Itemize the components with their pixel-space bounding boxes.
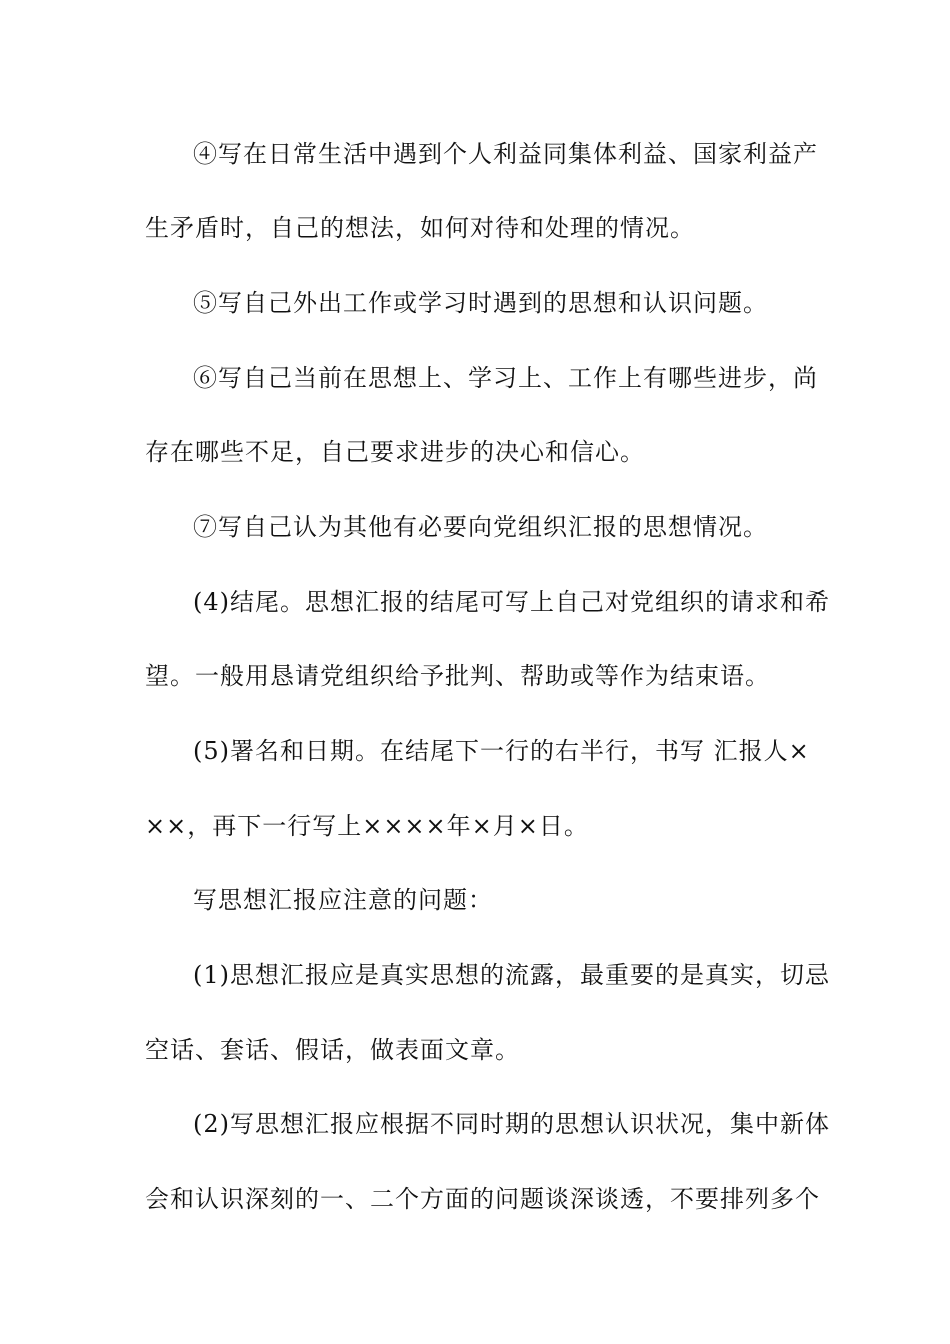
paragraph-line: 生矛盾时，自己的想法，如何对待和处理的情况。 <box>145 214 695 242</box>
paragraph-line: (5)署名和日期。在结尾下一行的右半行，书写 汇报人× <box>193 737 810 765</box>
paragraph-line: ⑦写自己认为其他有必要向党组织汇报的思想情况。 <box>193 513 768 541</box>
paragraph-line: 会和认识深刻的一、二个方面的问题谈深谈透，不要排列多个 <box>145 1185 820 1213</box>
paragraph-line: ⑥写自己当前在思想上、学习上、工作上有哪些进步，尚 <box>193 364 818 392</box>
paragraph-line: ××，再下一行写上××××年×月×日。 <box>145 812 589 840</box>
paragraph-line: (1)思想汇报应是真实思想的流露，最重要的是真实，切忌 <box>193 961 830 989</box>
paragraph-line: (4)结尾。思想汇报的结尾可写上自己对党组织的请求和希 <box>193 588 830 616</box>
paragraph-line: ⑤写自己外出工作或学习时遇到的思想和认识问题。 <box>193 289 768 317</box>
paragraph-line: 空话、套话、假话，做表面文章。 <box>145 1036 520 1064</box>
paragraph-line: ④写在日常生活中遇到个人利益同集体利益、国家利益产 <box>193 140 818 168</box>
paragraph-line: (2)写思想汇报应根据不同时期的思想认识状况，集中新体 <box>193 1110 830 1138</box>
paragraph-line: 存在哪些不足，自己要求进步的决心和信心。 <box>145 438 645 466</box>
section-heading: 写思想汇报应注意的问题： <box>193 886 493 914</box>
paragraph-line: 望。一般用恳请党组织给予批判、帮助或等作为结束语。 <box>145 662 770 690</box>
